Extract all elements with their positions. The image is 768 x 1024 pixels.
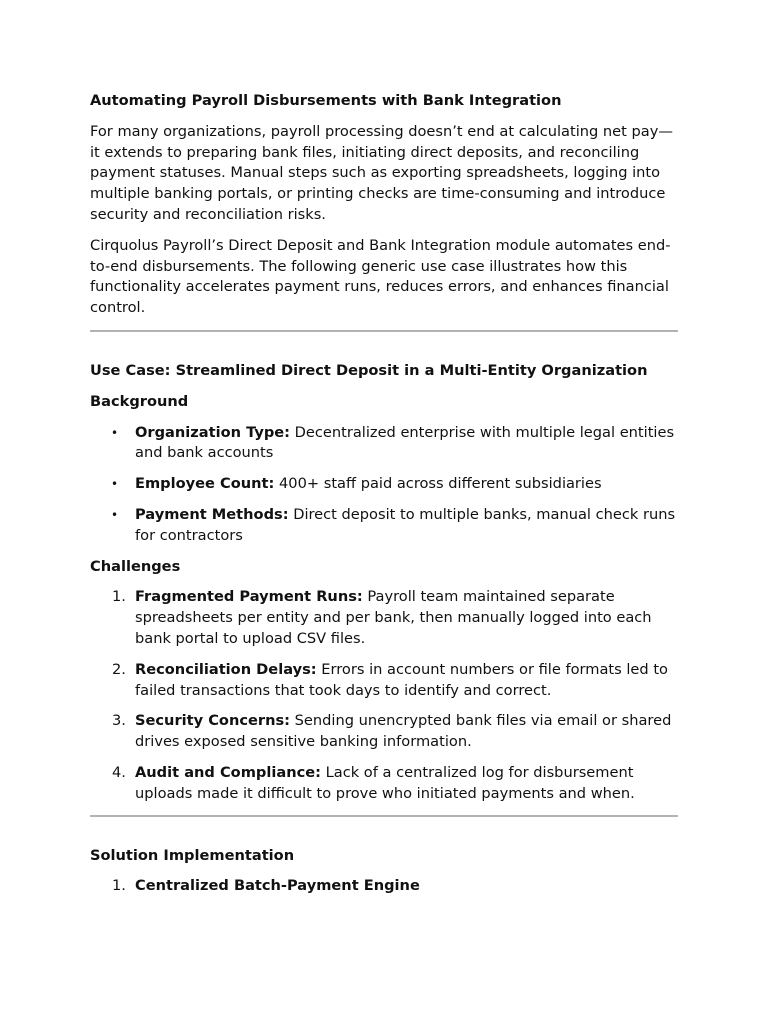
item-text: Sending unencrypted bank files via email or shared drives exposed sensitive banking information.: [135, 712, 672, 751]
list-number: 3.: [112, 712, 126, 730]
item-text: Direct deposit to multiple banks, manual check runs for contractors: [135, 505, 676, 544]
item-term: Audit and Compliance:: [135, 763, 321, 781]
list-item: [90, 660, 678, 702]
solution-heading: Solution Implementation: [90, 846, 295, 864]
item-text: 400+ staff paid across different subsidiaries: [274, 475, 602, 493]
background-heading: Background: [90, 392, 189, 410]
list-item: [90, 711, 678, 753]
list-number: 1.: [112, 877, 126, 895]
use-case-title: Use Case: Streamlined Direct Deposit in a Multi-Entity Organization: [90, 361, 648, 379]
list-item: [90, 505, 678, 547]
item-text: Payroll team maintained separate spreadsheets per entity and per bank, then manually logged into each bank portal to upload CSV files.: [135, 588, 652, 647]
document-title: Automating Payroll Disbursements with Bank Integration: [90, 92, 562, 109]
item-term: Fragmented Payment Runs:: [135, 588, 363, 606]
list-item: [90, 763, 678, 805]
item-term: Payment Methods:: [135, 505, 289, 523]
bullet-marker: •: [111, 507, 119, 522]
solution-list: [90, 876, 678, 897]
item-text: Decentralized enterprise with multiple legal entities and bank accounts: [135, 423, 675, 462]
challenges-list: [90, 587, 678, 804]
section-divider: [90, 330, 678, 332]
list-number: 4.: [112, 763, 126, 781]
list-item: [90, 876, 678, 897]
bullet-marker: •: [111, 477, 119, 492]
list-item: [90, 474, 678, 495]
item-term: Centralized Batch-Payment Engine: [135, 877, 420, 895]
intro-paragraph-2: Cirquolus Payroll’s Direct Deposit and Bank Integration module automates end-to-end disbursements. The following generic use case illustrates how this functionality accelerates payment runs, reduces errors, and enhances financial control.: [90, 236, 671, 317]
intro-paragraph-1: For many organizations, payroll processing doesn’t end at calculating net pay—it extends to preparing bank files, initiating direct deposits, and reconciling payment statuses. Manual steps such as exporting spreadsheets, logging into multiple banking portals, or printing checks are time-consuming and introduce security and reconciliation risks.: [90, 122, 673, 223]
list-item: [90, 587, 678, 649]
document-content: [90, 91, 678, 897]
item-text: Lack of a centralized log for disbursement uploads made it difficult to prove who initiated payments and when.: [135, 763, 635, 802]
list-number: 2.: [112, 660, 126, 678]
item-term: Organization Type:: [135, 423, 291, 441]
challenges-heading: Challenges: [90, 557, 181, 575]
background-list: [90, 423, 678, 547]
section-divider: [90, 815, 678, 817]
item-term: Security Concerns:: [135, 712, 291, 730]
item-term: Reconciliation Delays:: [135, 660, 317, 678]
list-item: [90, 423, 678, 465]
list-number: 1.: [112, 588, 126, 606]
bullet-marker: •: [111, 425, 119, 440]
item-text: Errors in account numbers or file formats led to failed transactions that took days to identify and correct.: [135, 660, 668, 699]
item-term: Employee Count:: [135, 475, 275, 493]
